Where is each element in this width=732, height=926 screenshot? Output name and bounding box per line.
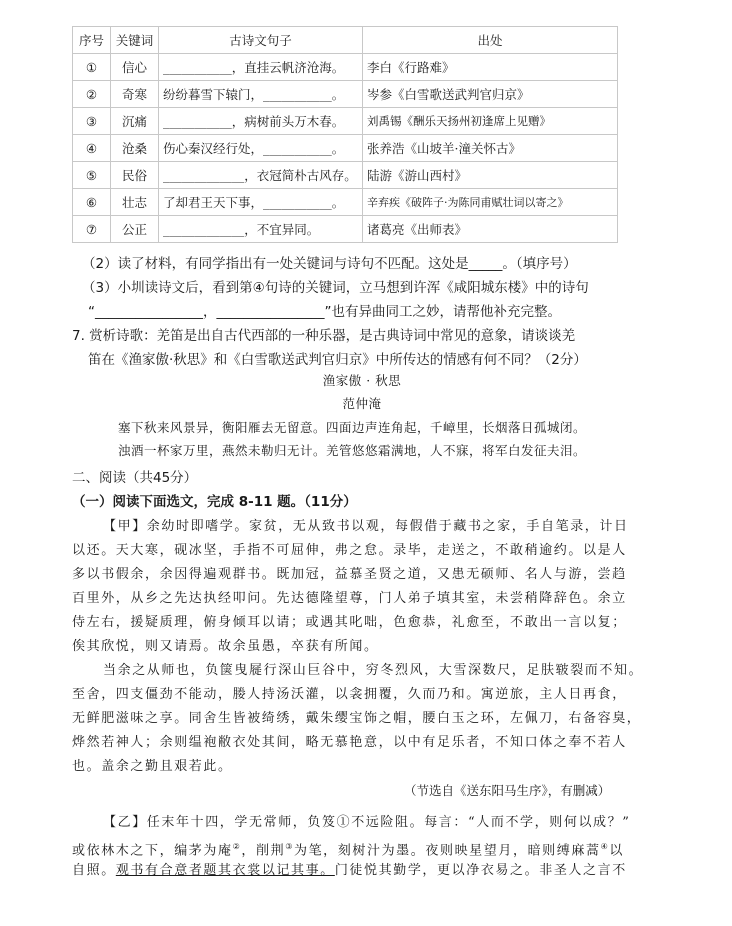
yi-line-2-part-c: 为笔，刻树汁为墨。夜则映星望月，暗则缚麻蒿 — [293, 843, 601, 859]
table-row — [73, 216, 618, 243]
row-keyword: 沉痛 — [111, 108, 159, 135]
yi-line-3-part-c: 门徒悦其勤学，更以净衣易之。非圣人之言不 — [334, 863, 627, 878]
poem-title: 渔家傲 · 秋思 — [322, 373, 402, 388]
poem-author: 范仲淹 — [342, 396, 382, 411]
jia-source: （节选自《送东阳马生序》，有删减） — [404, 783, 611, 798]
yi-line-2 — [72, 836, 624, 862]
question-7-line1: 7. 赏析诗歌：羌笛是出自古代西部的一种乐器，是古典诗词中常见的意象，请谈谈羌 — [72, 328, 576, 344]
yi-line-2-part-b: ，削荆 — [241, 843, 286, 859]
row-num: ③ — [73, 108, 111, 135]
row-source: 岑参《白雪歌送武判官归京》 — [363, 81, 618, 108]
section-one-title: （一）阅读下面选文，完成 8-11 题。（11分） — [72, 494, 357, 510]
row-source: 刘禹锡《酬乐天扬州初逢席上见赠》 — [363, 108, 618, 135]
table-row — [73, 81, 618, 108]
header-keyword: 关键词 — [111, 27, 159, 54]
row-sentence: _____________，不宜异同。 — [159, 216, 363, 243]
question-3-line2: “________________，________________”也有异曲同工之妙，请帮他补充完整。 — [88, 304, 561, 320]
row-keyword: 公正 — [111, 216, 159, 243]
footnote-mark: ③ — [285, 842, 294, 851]
yi-line-3-part-a: 自照。 — [72, 863, 116, 878]
table-header-row — [73, 27, 618, 54]
yi-line-2-part-d: 以 — [609, 843, 624, 859]
table-row — [73, 162, 618, 189]
header-source: 出处 — [363, 27, 618, 54]
poem-line-2: 浊酒一杯家万里，燕然未勒归无计。羌管悠悠霜满地，人不寐，将军白发征夫泪。 — [118, 443, 587, 458]
row-num: ② — [73, 81, 111, 108]
jia-line-10: 烨然若神人；余则缊袍敝衣处其间，略无慕艳意，以中有足乐者，不知口体之奉不若人 — [72, 735, 627, 750]
row-keyword: 壮志 — [111, 189, 159, 216]
footnote-mark: ④ — [600, 842, 610, 851]
table-row — [73, 189, 618, 216]
jia-line-3: 多以书假余，余因得遍观群书。既加冠，益慕圣贤之道，又患无硕师、名人与游，尝趋 — [72, 567, 627, 582]
question-3-line1: （3）小圳读诗文后，看到第④句诗的关键词，立马想到许浑《咸阳城东楼》中的诗句 — [82, 280, 589, 296]
question-7-line2: 笛在《渔家傲·秋思》和《白雪歌送武判官归京》中所传达的情感有何不同？（2分） — [88, 352, 587, 368]
table-row — [73, 135, 618, 162]
row-sentence: 伤心秦汉经行处，___________。 — [159, 135, 363, 162]
yi-line-3 — [72, 860, 627, 882]
jia-line-4: 百里外，从乡之先达执经叩问。先达德隆望尊，门人弟子填其室，未尝稍降辞色。余立 — [72, 591, 627, 606]
row-num: ⑤ — [73, 162, 111, 189]
row-sentence: 了却君王天下事，___________。 — [159, 189, 363, 216]
row-source: 张养浩《山坡羊·潼关怀古》 — [363, 135, 618, 162]
yi-line-1: 【乙】任末年十四，学无常师，负笈①不远险阻。每言：“人而不学，则何以成？” — [103, 815, 631, 830]
table-row — [73, 54, 618, 81]
poem-line-1: 塞下秋来风景异，衡阳雁去无留意。四面边声连角起，千嶂里，长烟落日孤城闭。 — [118, 420, 587, 435]
row-source: 诸葛亮《出师表》 — [363, 216, 618, 243]
footnote-mark: ② — [232, 842, 242, 851]
jia-line-8: 至舍，四支僵劲不能动，媵人持汤沃灌，以衾拥覆，久而乃和。寓逆旅，主人日再食， — [72, 687, 627, 702]
question-2: （2）读了材料，有同学指出有一处关键词与诗句不匹配。这处是_____。（填序号） — [82, 256, 577, 272]
table-row — [73, 108, 618, 135]
jia-line-1: 【甲】余幼时即嗜学。家贫，无从致书以观，每假借于藏书之家，手自笔录，计日 — [103, 519, 629, 534]
section-reading-title: 二、阅读（共45分） — [72, 470, 198, 486]
jia-line-5: 侍左右，援疑质理，俯身倾耳以请；或遇其叱咄，色愈恭，礼愈至，不敢出一言以复； — [72, 615, 627, 630]
row-num: ⑦ — [73, 216, 111, 243]
row-source: 辛弃疾《破阵子·为陈同甫赋壮词以寄之》 — [363, 189, 618, 216]
row-num: ① — [73, 54, 111, 81]
jia-line-9: 无鲜肥滋味之享。同舍生皆被绮绣，戴朱缨宝饰之帽，腰白玉之环，左佩刀，右备容臭， — [72, 711, 642, 726]
jia-line-6: 俟其欣悦，则又请焉。故余虽愚，卒获有所闻。 — [72, 639, 379, 654]
row-num: ⑥ — [73, 189, 111, 216]
row-keyword: 信心 — [111, 54, 159, 81]
yi-line-2-part-a: 或依林木之下，编茅为庵 — [72, 843, 233, 859]
row-source: 李白《行路难》 — [363, 54, 618, 81]
poem-table — [72, 26, 618, 243]
row-source: 陆游《游山西村》 — [363, 162, 618, 189]
row-keyword: 沧桑 — [111, 135, 159, 162]
row-sentence: ___________，直挂云帆济沧海。 — [159, 54, 363, 81]
jia-line-11: 也。盖余之勤且艰若此。 — [72, 759, 233, 774]
row-keyword: 奇寒 — [111, 81, 159, 108]
header-sentence: 古诗文句子 — [159, 27, 363, 54]
jia-line-7: 当余之从师也，负箧曳屣行深山巨谷中，穷冬烈风，大雪深数尺，足肤皲裂而不知。 — [103, 663, 644, 678]
row-sentence: 纷纷暮雪下辕门，___________。 — [159, 81, 363, 108]
row-keyword: 民俗 — [111, 162, 159, 189]
jia-line-2: 以还。天大寒，砚冰坚，手指不可屈伸，弗之怠。录毕，走送之，不敢稍逾约。以是人 — [72, 543, 627, 558]
row-num: ④ — [73, 135, 111, 162]
row-sentence: ___________，病树前头万木春。 — [159, 108, 363, 135]
header-num: 序号 — [73, 27, 111, 54]
yi-underlined-sentence: 观书有合意者题其衣裳以记其事。 — [115, 863, 335, 878]
row-sentence: _____________，衣冠简朴古风存。 — [159, 162, 363, 189]
